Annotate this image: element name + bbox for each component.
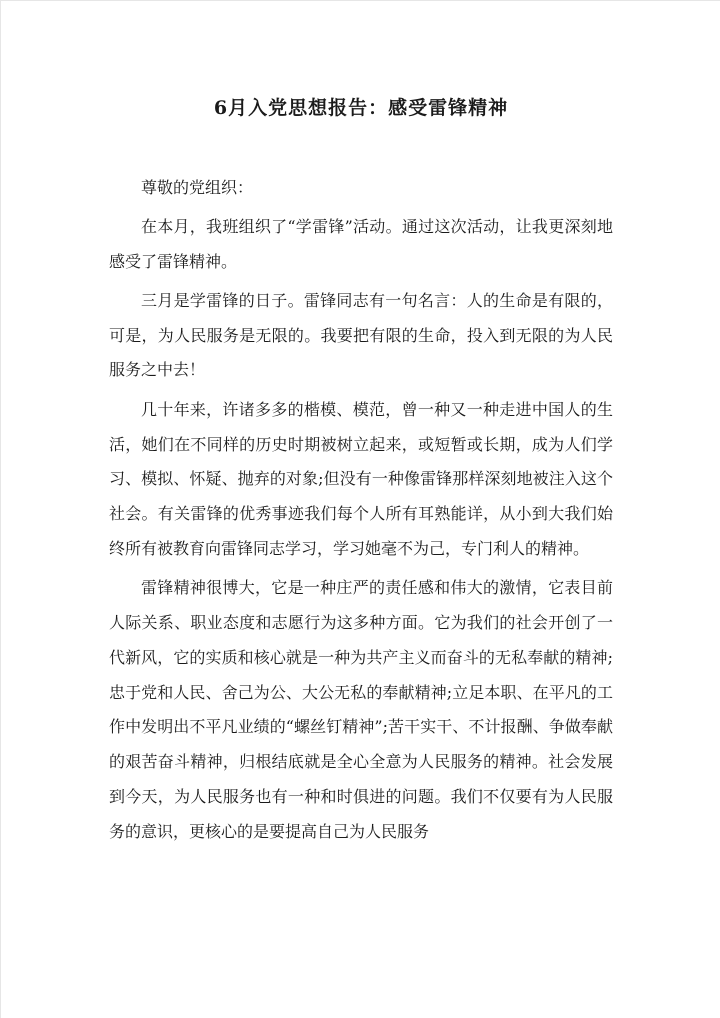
- paragraph: 几十年来，许诸多多的楷模、模范，曾一种又一种走进中国人的生活，她们在不同样的历史时期被树立起来，或短暂或长期，成为人们学习、模拟、怀疑、抛弃的对象;但没有一种像雷锋那样深刻地被注入这个社会。有关雷锋的优秀事迹我们每个人所有耳熟能详，从小到大我们始终所有被教育向雷锋同志学习，学习她毫不为己，专门利人的精神。: [109, 399, 613, 558]
- paragraph: 雷锋精神很博大，它是一种庄严的责任感和伟大的激情，它表目前人际关系、职业态度和志愿行为这多种方面。它为我们的社会开创了一代新风，它的实质和核心就是一种为共产主义而奋斗的无私奉献的精神;忠于党和人民、舍己为公、大公无私的奉献精神;立足本职、在平凡的工作中发明出不平凡业绩的“螺丝钉精神”;苦干实干、不计报酬、争做奉献的艰苦奋斗精神，归根结底就是全心全意为人民服务的精神。社会发展到今天，为人民服务也有一种和时俱进的问题。我们不仅要有为人民服务的意识，更核心的是要提高自己为人民服务: [109, 578, 613, 841]
- document-body: [109, 171, 613, 854]
- salutation: 尊敬的党组织：: [141, 178, 254, 197]
- document-title: 6月入党思想报告：感受雷锋精神: [213, 97, 509, 119]
- paragraph: 三月是学雷锋的日子。雷锋同志有一句名言：人的生命是有限的，可是，为人民服务是无限的。我要把有限的生命，投入到无限的为人民服务之中去！: [109, 290, 613, 380]
- paragraph: 在本月，我班组织了“学雷锋”活动。通过这次活动，让我更深刻地感受了雷锋精神。: [109, 216, 613, 271]
